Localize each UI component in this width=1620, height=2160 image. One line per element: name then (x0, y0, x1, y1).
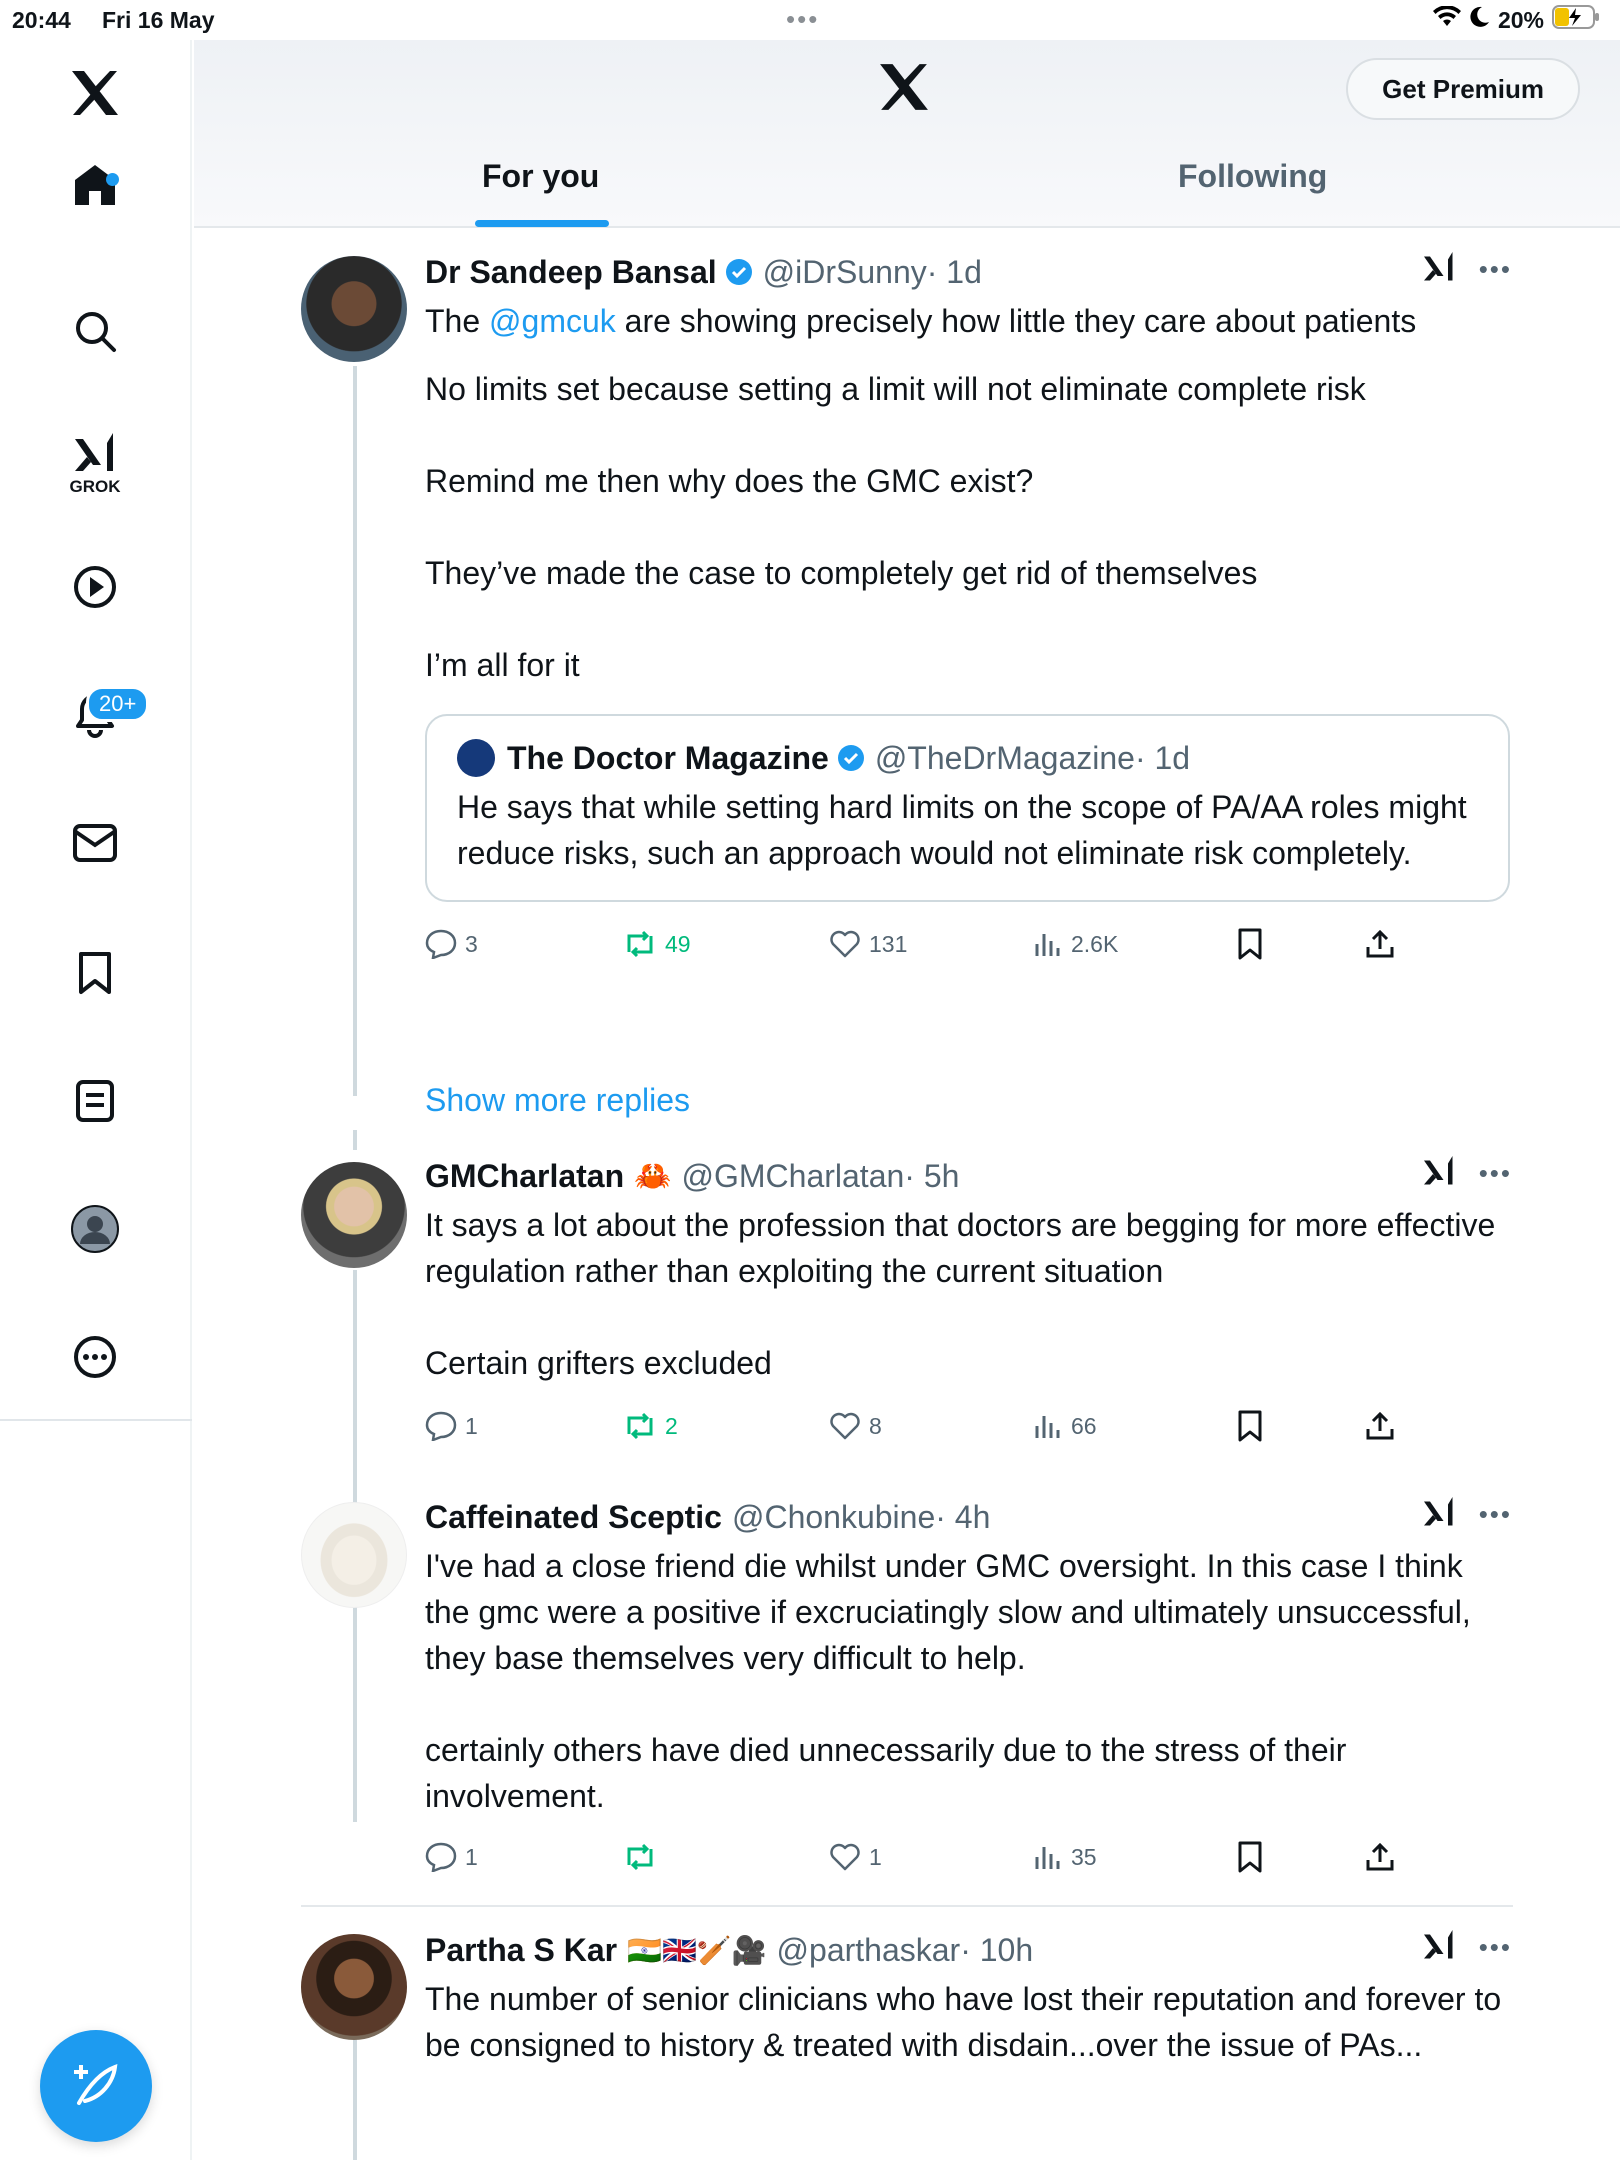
author-name[interactable]: Dr Sandeep Bansal (425, 253, 717, 290)
share-icon (1365, 929, 1395, 959)
repost-icon (623, 1412, 657, 1440)
verified-badge-icon (837, 744, 865, 772)
bookmark-icon (1237, 1841, 1263, 1873)
search-icon[interactable] (66, 302, 124, 360)
grok-nav-item[interactable] (66, 424, 124, 504)
heart-icon (829, 930, 861, 958)
bookmark-button[interactable] (1237, 1835, 1263, 1879)
tab-for-you[interactable]: For you (482, 158, 600, 194)
reply-icon (425, 929, 457, 959)
sidebar (0, 40, 192, 2160)
tweet-text: I've had a close friend die whilst under GMC oversight. In this case I think the gmc were a positive if excruciatingly slow and ultimately unsuccessful, they base themselves very difficult to help. certainly others have died unnecessarily due to the stress of their involvement. (425, 1548, 1471, 1814)
lists-icon[interactable] (66, 1072, 124, 1130)
avatar[interactable] (301, 1502, 407, 1608)
tweet-header (425, 250, 1510, 294)
thread-line (353, 1130, 357, 1150)
tweet-separator (301, 1905, 1513, 1907)
status-date: Fri 16 May (102, 7, 215, 33)
repost-icon (623, 1843, 657, 1871)
quoted-text: He says that while setting hard limits on the scope of PA/AA roles might reduce risks, such an approach would not eliminate risk completely. (457, 789, 1467, 871)
author-name[interactable]: Partha S Kar (425, 1931, 618, 1968)
avatar[interactable] (301, 1934, 407, 2040)
status-bar (0, 0, 1620, 40)
tweet-actions (425, 1404, 1510, 1448)
battery-percent: 20% (1497, 6, 1544, 33)
bookmarks-icon[interactable] (66, 944, 124, 1002)
status-right (1432, 5, 1600, 35)
quoted-time: · 1d (1134, 739, 1191, 776)
grok-explain-icon[interactable] (1421, 1154, 1457, 1193)
author-handle[interactable]: @Chonkubine (731, 1498, 936, 1535)
repost-count: 49 (665, 930, 691, 957)
tweet[interactable] (425, 1154, 1510, 1448)
notifications-badge: 20+ (86, 686, 149, 722)
tweet-header-actions (1421, 250, 1512, 289)
thread-line (353, 2034, 357, 2160)
show-more-replies-link[interactable]: Show more replies (425, 1082, 690, 1118)
verified-badge-icon (725, 258, 753, 286)
reply-count: 1 (465, 1843, 478, 1870)
thread-line (353, 1602, 357, 1822)
tweet-actions (425, 1835, 1510, 1879)
author-emoji: 🦀 (634, 1159, 672, 1193)
reply-button[interactable] (425, 1835, 478, 1879)
more-icon[interactable]: ••• (1478, 1158, 1512, 1188)
video-icon[interactable] (66, 558, 124, 616)
tweet-header-actions (1421, 1154, 1512, 1193)
more-icon[interactable]: ••• (1478, 1932, 1512, 1962)
more-options-icon[interactable] (66, 1328, 124, 1386)
thread-line (353, 1270, 357, 1532)
tweet-text: It says a lot about the profession that doctors are begging for more effective regulation rather than exploiting the current situation Certain grifters excluded (425, 1207, 1496, 1381)
views-count: 2.6K (1071, 930, 1119, 957)
tweet-header (425, 1928, 1510, 1972)
tweet-actions (425, 922, 1510, 966)
sidebar-divider (0, 1419, 192, 1421)
thread-line (353, 366, 357, 1096)
like-button[interactable] (829, 922, 907, 966)
views-button[interactable] (1033, 922, 1118, 966)
tweet-time[interactable]: · 10h (960, 1931, 1034, 1968)
like-button[interactable] (829, 1835, 882, 1879)
moon-icon (1470, 6, 1490, 34)
author-handle[interactable]: @iDrSunny (762, 253, 927, 290)
grok-explain-icon[interactable] (1421, 1495, 1457, 1534)
grok-explain-icon[interactable] (1421, 250, 1457, 289)
tweet-text-part: are showing precisely how little they care about patients (615, 303, 1417, 339)
tweet-text: The number of senior clinicians who have lost their reputation and forever to be consigned to history & treated with disdain...over the issue of PAs... (425, 1981, 1502, 2063)
heart-icon (829, 1412, 861, 1440)
bookmark-icon (1237, 928, 1263, 960)
views-count: 35 (1071, 1843, 1097, 1870)
share-button[interactable] (1365, 1835, 1395, 1879)
repost-count: 2 (665, 1412, 678, 1439)
quoted-author-handle: @TheDrMagazine (874, 739, 1135, 776)
like-button[interactable] (829, 1404, 882, 1448)
author-handle[interactable]: @GMCharlatan (681, 1157, 905, 1194)
share-button[interactable] (1365, 1404, 1395, 1448)
battery-icon (1552, 5, 1600, 35)
avatar[interactable] (301, 256, 407, 362)
views-icon (1033, 1412, 1063, 1440)
quoted-tweet-header (457, 736, 1478, 780)
quoted-tweet[interactable] (425, 714, 1510, 902)
x-logo-icon[interactable] (66, 64, 124, 122)
reply-button[interactable] (425, 922, 478, 966)
more-icon[interactable]: ••• (1478, 1499, 1512, 1529)
reply-icon (425, 1842, 457, 1872)
views-icon (1033, 930, 1063, 958)
repost-icon (623, 930, 657, 958)
reply-button[interactable] (425, 1404, 478, 1448)
tweet-header (425, 1154, 1510, 1198)
share-icon (1365, 1411, 1395, 1441)
more-icon[interactable]: ••• (1478, 254, 1512, 284)
views-button[interactable] (1033, 1835, 1097, 1879)
heart-icon (829, 1843, 861, 1871)
tweet-header (425, 1495, 1510, 1539)
timeline-header (194, 40, 1620, 228)
like-count: 8 (869, 1412, 882, 1439)
wifi-icon (1432, 6, 1462, 34)
bookmark-icon (1237, 1410, 1263, 1442)
mention-link[interactable]: @gmcuk (489, 303, 616, 339)
grok-explain-icon[interactable] (1421, 1928, 1457, 1967)
status-time: 20:44 (12, 7, 71, 33)
like-count: 1 (869, 1843, 882, 1870)
tweet-time[interactable]: · 5h (904, 1157, 960, 1194)
compose-post-button[interactable] (40, 2030, 152, 2142)
tweet[interactable] (425, 250, 1510, 966)
tweet-text (425, 298, 1510, 344)
author-handle[interactable]: @parthaskar (776, 1931, 961, 1968)
active-tab-indicator (475, 220, 609, 227)
reply-count: 1 (465, 1412, 478, 1439)
author-emoji: 🇮🇳🇬🇧🏏🎥 (627, 1934, 767, 1966)
reply-count: 3 (465, 930, 478, 957)
profile-icon[interactable] (66, 1200, 124, 1258)
grok-icon (71, 431, 119, 475)
bookmark-button[interactable] (1237, 1404, 1263, 1448)
home-unread-dot (106, 173, 119, 186)
views-button[interactable] (1033, 1404, 1097, 1448)
tweet-text-part: The (425, 303, 490, 339)
tab-following[interactable]: Following (1178, 158, 1328, 194)
tweet[interactable] (425, 1495, 1510, 1879)
repost-button[interactable] (623, 1835, 665, 1879)
repost-button[interactable] (623, 1404, 678, 1448)
tweet-header-actions (1421, 1928, 1512, 1967)
tweet-time[interactable]: · 4h (935, 1498, 991, 1535)
reply-icon (425, 1411, 457, 1441)
multitasking-dots[interactable]: ••• (786, 4, 820, 34)
share-icon (1365, 1842, 1395, 1872)
get-premium-button[interactable]: Get Premium (1346, 58, 1580, 120)
views-icon (1033, 1843, 1063, 1871)
bookmark-button[interactable] (1237, 922, 1263, 966)
tweet-header-actions (1421, 1495, 1512, 1534)
avatar[interactable] (301, 1162, 407, 1268)
grok-label: GROK (69, 477, 121, 496)
quoted-author-name: The Doctor Magazine (507, 739, 829, 776)
author-name[interactable]: Caffeinated Sceptic (425, 1498, 722, 1535)
repost-button[interactable] (623, 922, 691, 966)
tweet-text-more: No limits set because setting a limit will not eliminate complete risk Remind me then why does the GMC exist? They’ve made the case to completely get rid of themselves I’m all for it (425, 371, 1366, 683)
author-name[interactable]: GMCharlatan (425, 1157, 625, 1194)
feed (194, 230, 1620, 2160)
messages-icon[interactable] (66, 814, 124, 872)
x-logo-center-icon (878, 62, 930, 117)
share-button[interactable] (1365, 922, 1395, 966)
compose-feather-icon (69, 2059, 123, 2113)
like-count: 131 (869, 930, 908, 957)
tweet[interactable] (425, 1928, 1510, 2068)
quoted-avatar (457, 739, 495, 777)
tweet-time[interactable]: · 1d (926, 253, 982, 290)
views-count: 66 (1071, 1412, 1097, 1439)
